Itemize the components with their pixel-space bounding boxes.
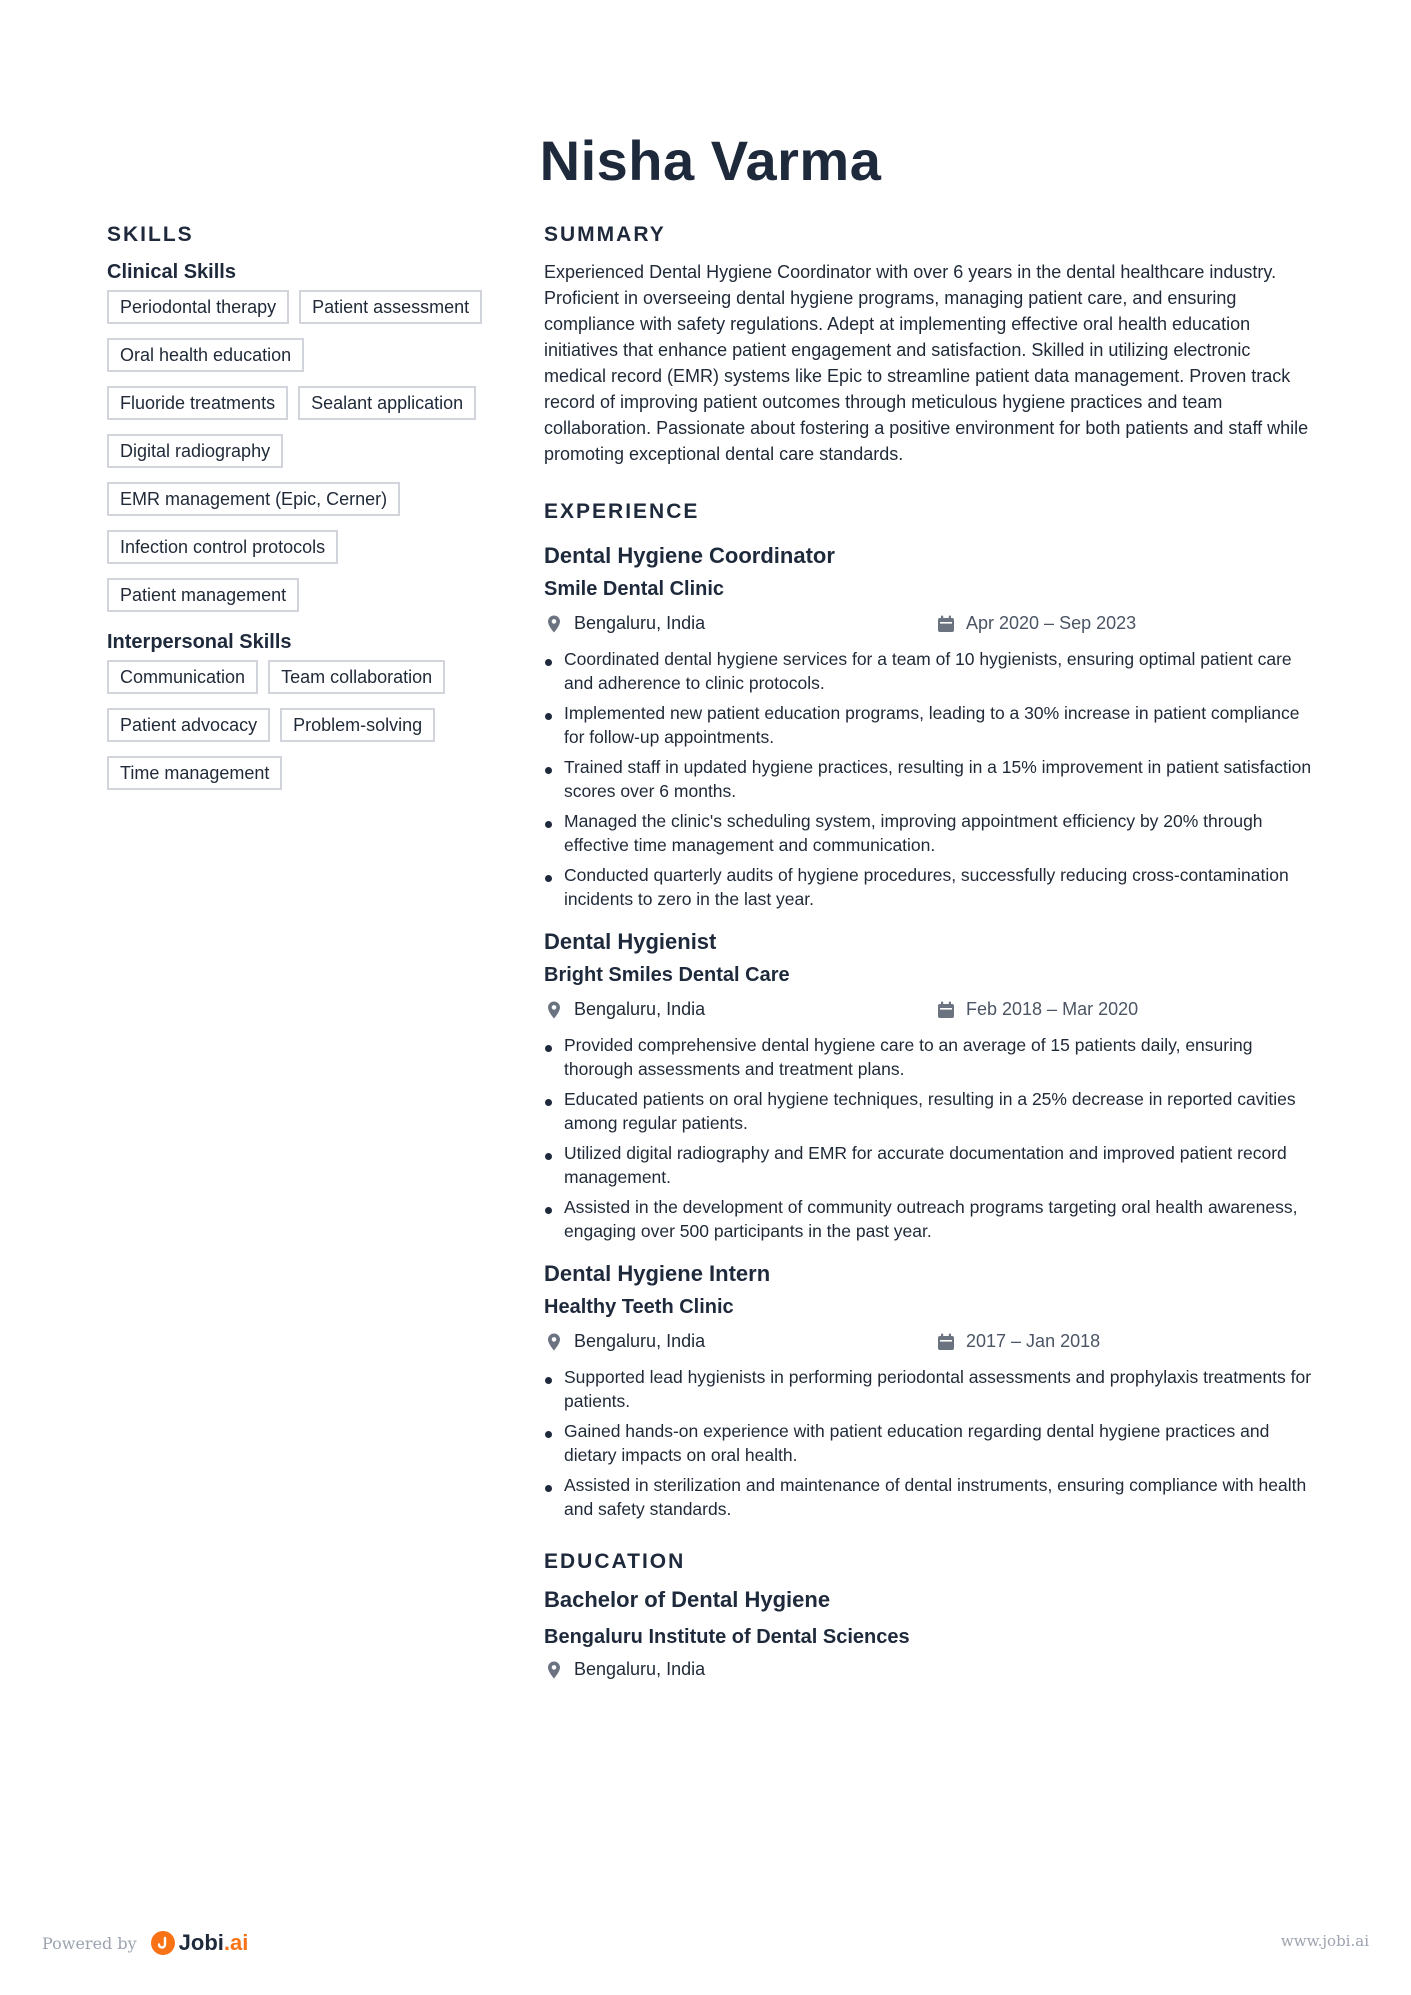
location-text: Bengaluru, India [574,999,706,1019]
map-pin-icon [544,614,564,634]
skill-tag: Patient management [107,578,299,612]
bullet-item: Assisted in the development of community outreach programs targeting oral health awareness, engaging over 500 participants in the past year. [544,1195,1314,1243]
logo-text: Jobi.ai [178,1930,249,1955]
job-location [544,1331,705,1352]
job-bullets [544,1033,1314,1243]
education-location [544,1659,705,1680]
map-pin-icon [544,1332,564,1352]
job-dates [936,999,1138,1020]
job-entry [544,1259,1314,1521]
bullet-item: Utilized digital radiography and EMR for accurate documentation and improved patient record management. [544,1141,1314,1189]
skill-tag: Sealant application [298,386,476,420]
bullet-item: Gained hands-on experience with patient education regarding dental hygiene practices and dietary impacts on oral health. [544,1419,1314,1467]
skill-tags [107,290,507,612]
calendar-icon [936,1332,956,1352]
job-company: Smile Dental Clinic [544,578,725,600]
education-school: Bengaluru Institute of Dental Sciences [544,1626,910,1648]
footer-url[interactable]: www.jobi.ai [1280,1932,1369,1950]
date-text: Feb 2018 – Mar 2020 [966,999,1139,1019]
location-text: Bengaluru, India [574,1331,706,1351]
job-company: Bright Smiles Dental Care [544,964,790,986]
powered-by-text: Powered by [42,1933,137,1953]
skills-heading: SKILLS [107,223,194,246]
bullet-item: Managed the clinic's scheduling system, improving appointment efficiency by 20% through effective time management and communication. [544,809,1314,857]
jobi-logo-icon [151,1931,175,1955]
job-dates [936,613,1136,634]
bullet-item: Conducted quarterly audits of hygiene procedures, successfully reducing cross-contamination incidents to zero in the last year. [544,863,1314,911]
skill-group-clinical [107,258,507,612]
calendar-icon [936,1000,956,1020]
bullet-item: Supported lead hygienists in performing periodontal assessments and prophylaxis treatments for patients. [544,1365,1314,1413]
date-text: 2017 – Jan 2018 [966,1331,1101,1351]
education-heading: EDUCATION [544,1550,686,1573]
skill-group-title: Interpersonal Skills [107,631,292,653]
job-location [544,999,705,1020]
job-entry [544,927,1314,1243]
skill-tags [107,660,507,790]
education-meta [544,1659,1314,1685]
jobi-logo[interactable] [151,1930,249,1956]
bullet-item: Implemented new patient education programs, leading to a 30% increase in patient compliance for follow-up appointments. [544,701,1314,749]
job-dates [936,1331,1100,1352]
left-column [107,222,507,790]
skill-tag: Problem-solving [280,708,435,742]
job-bullets [544,647,1314,911]
job-bullets [544,1365,1314,1521]
job-title: Dental Hygiene Coordinator [544,543,835,568]
bullet-item: Educated patients on oral hygiene techniques, resulting in a 25% decrease in reported cavities among regular patients. [544,1087,1314,1135]
map-pin-icon [544,1660,564,1680]
skill-tag: Infection control protocols [107,530,338,564]
bullet-item: Provided comprehensive dental hygiene care to an average of 15 patients daily, ensuring thorough assessments and treatment plans. [544,1033,1314,1081]
experience-heading: EXPERIENCE [544,500,700,523]
bullet-item: Coordinated dental hygiene services for a team of 10 hygienists, ensuring optimal patient care and adherence to clinic protocols. [544,647,1314,695]
location-text: Bengaluru, India [574,613,706,633]
job-meta [544,999,1314,1025]
skill-tag: Team collaboration [268,660,445,694]
skill-tag: Patient assessment [299,290,482,324]
skill-tag: Periodontal therapy [107,290,289,324]
skill-tag: Time management [107,756,282,790]
job-meta [544,1331,1314,1357]
skill-tag: Communication [107,660,258,694]
date-text: Apr 2020 – Sep 2023 [966,613,1137,633]
skill-tag: Fluoride treatments [107,386,288,420]
bullet-item: Assisted in sterilization and maintenance of dental instruments, ensuring compliance with health and safety standards. [544,1473,1314,1521]
skill-tag: Patient advocacy [107,708,270,742]
job-company: Healthy Teeth Clinic [544,1296,734,1318]
job-title: Dental Hygiene Intern [544,1261,771,1286]
skill-group-title: Clinical Skills [107,261,236,283]
bullet-item: Trained staff in updated hygiene practices, resulting in a 15% improvement in patient satisfaction scores over 6 months. [544,755,1314,803]
location-text: Bengaluru, India [574,1659,706,1679]
summary-heading: SUMMARY [544,223,666,246]
job-location [544,613,705,634]
right-column [544,222,1314,1685]
skill-group-interpersonal [107,628,507,790]
candidate-name: Nisha Varma [539,129,882,192]
calendar-icon [936,614,956,634]
job-entry [544,541,1314,911]
job-meta [544,613,1314,639]
job-title: Dental Hygienist [544,929,717,954]
skill-tag: EMR management (Epic, Cerner) [107,482,400,516]
footer-powered-by [42,1930,248,1956]
skill-tag: Oral health education [107,338,304,372]
map-pin-icon [544,1000,564,1020]
skill-tag: Digital radiography [107,434,283,468]
summary-text: Experienced Dental Hygiene Coordinator with over 6 years in the dental healthcare industry. Proficient in overseeing dental hygiene programs, managing patient care, and ensuring compliance with safety regulations. Adept at implementing effective oral health education initiatives that enhance patient engagement and satisfaction. Skilled in utilizing electronic medical record (EMR) systems like Epic to streamline patient data management. Proven track record of improving patient outcomes through meticulous hygiene practices and team collaboration. Passionate about fostering a positive environment for both patients and staff while promoting exceptional dental care standards. [544,262,1309,464]
education-degree: Bachelor of Dental Hygiene [544,1587,831,1612]
